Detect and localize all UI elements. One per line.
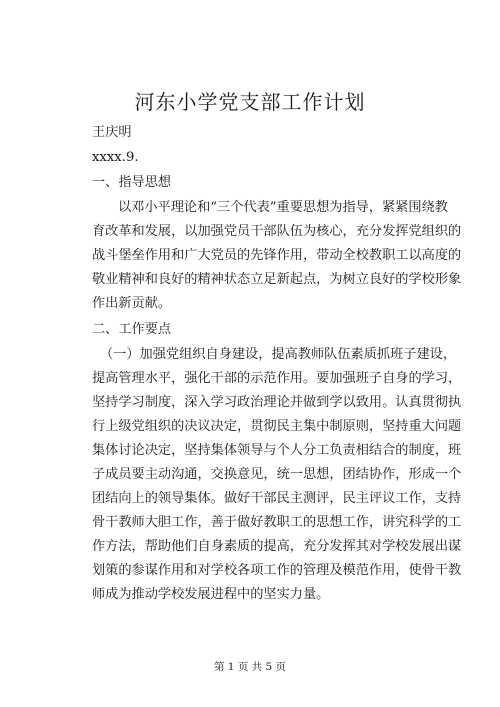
paragraph-line: 以邓小平理论和“三个代表”重要思想为指导，紧紧围绕教 (118, 200, 448, 215)
document-title: 河东小学党支部工作计划 (134, 90, 366, 114)
paragraph-line: （一）加强党组织自身建设，提高教师队伍素质抓班子建设， (100, 347, 457, 362)
paragraph-line: 坚持学习制度，深入学习政治理论并做到学以致用。认真贯彻执 (92, 395, 462, 410)
paragraph-line: 师成为推动学校发展进程中的坚实力量。 (92, 587, 330, 602)
page-footer: 第 1 页 共 5 页 (213, 661, 287, 673)
paragraph-line: 敬业精神和良好的精神状态立足新起点，为树立良好的学校形象 (92, 272, 462, 287)
paragraph-line: 作出新贡献。 (92, 296, 172, 311)
paragraph-line: 行上级党组织的决议决定，贯彻民主集中制原则，坚持重大问题 (92, 419, 462, 434)
author-name: 王庆明 (92, 125, 132, 140)
paragraph-line: 划策的参谋作用和对学校各项工作的管理及模范作用，使骨干教 (92, 563, 462, 578)
section-heading-guiding-ideology: 一、指导思想 (92, 175, 172, 190)
section-heading-work-points: 二、工作要点 (92, 322, 172, 337)
paragraph-line: 集体讨论决定，坚持集体领导与个人分工负责相结合的制度，班 (92, 443, 462, 458)
paragraph-line: 骨干教师大胆工作，善于做好教职工的思想工作，讲究科学的工 (92, 515, 462, 530)
paragraph-line: 育改革和发展，以加强党员干部队伍为核心，充分发挥党组织的 (92, 224, 462, 239)
paragraph-line: 战斗堡垒作用和广大党员的先锋作用，带动全校教职工以高度的 (92, 248, 462, 263)
paragraph-line: 子成员要主动沟通，交换意见，统一思想，团结协作，形成一个 (92, 467, 462, 482)
paragraph-line: 作方法，帮助他们自身素质的提高，充分发挥其对学校发展出谋 (92, 539, 462, 554)
paragraph-line: 提高管理水平，强化干部的示范作用。要加强班子自身的学习， (92, 371, 462, 386)
paragraph-line: 团结向上的领导集体。做好干部民主测评，民主评议工作，支持 (92, 491, 462, 506)
document-date: xxxx.9. (92, 150, 139, 165)
